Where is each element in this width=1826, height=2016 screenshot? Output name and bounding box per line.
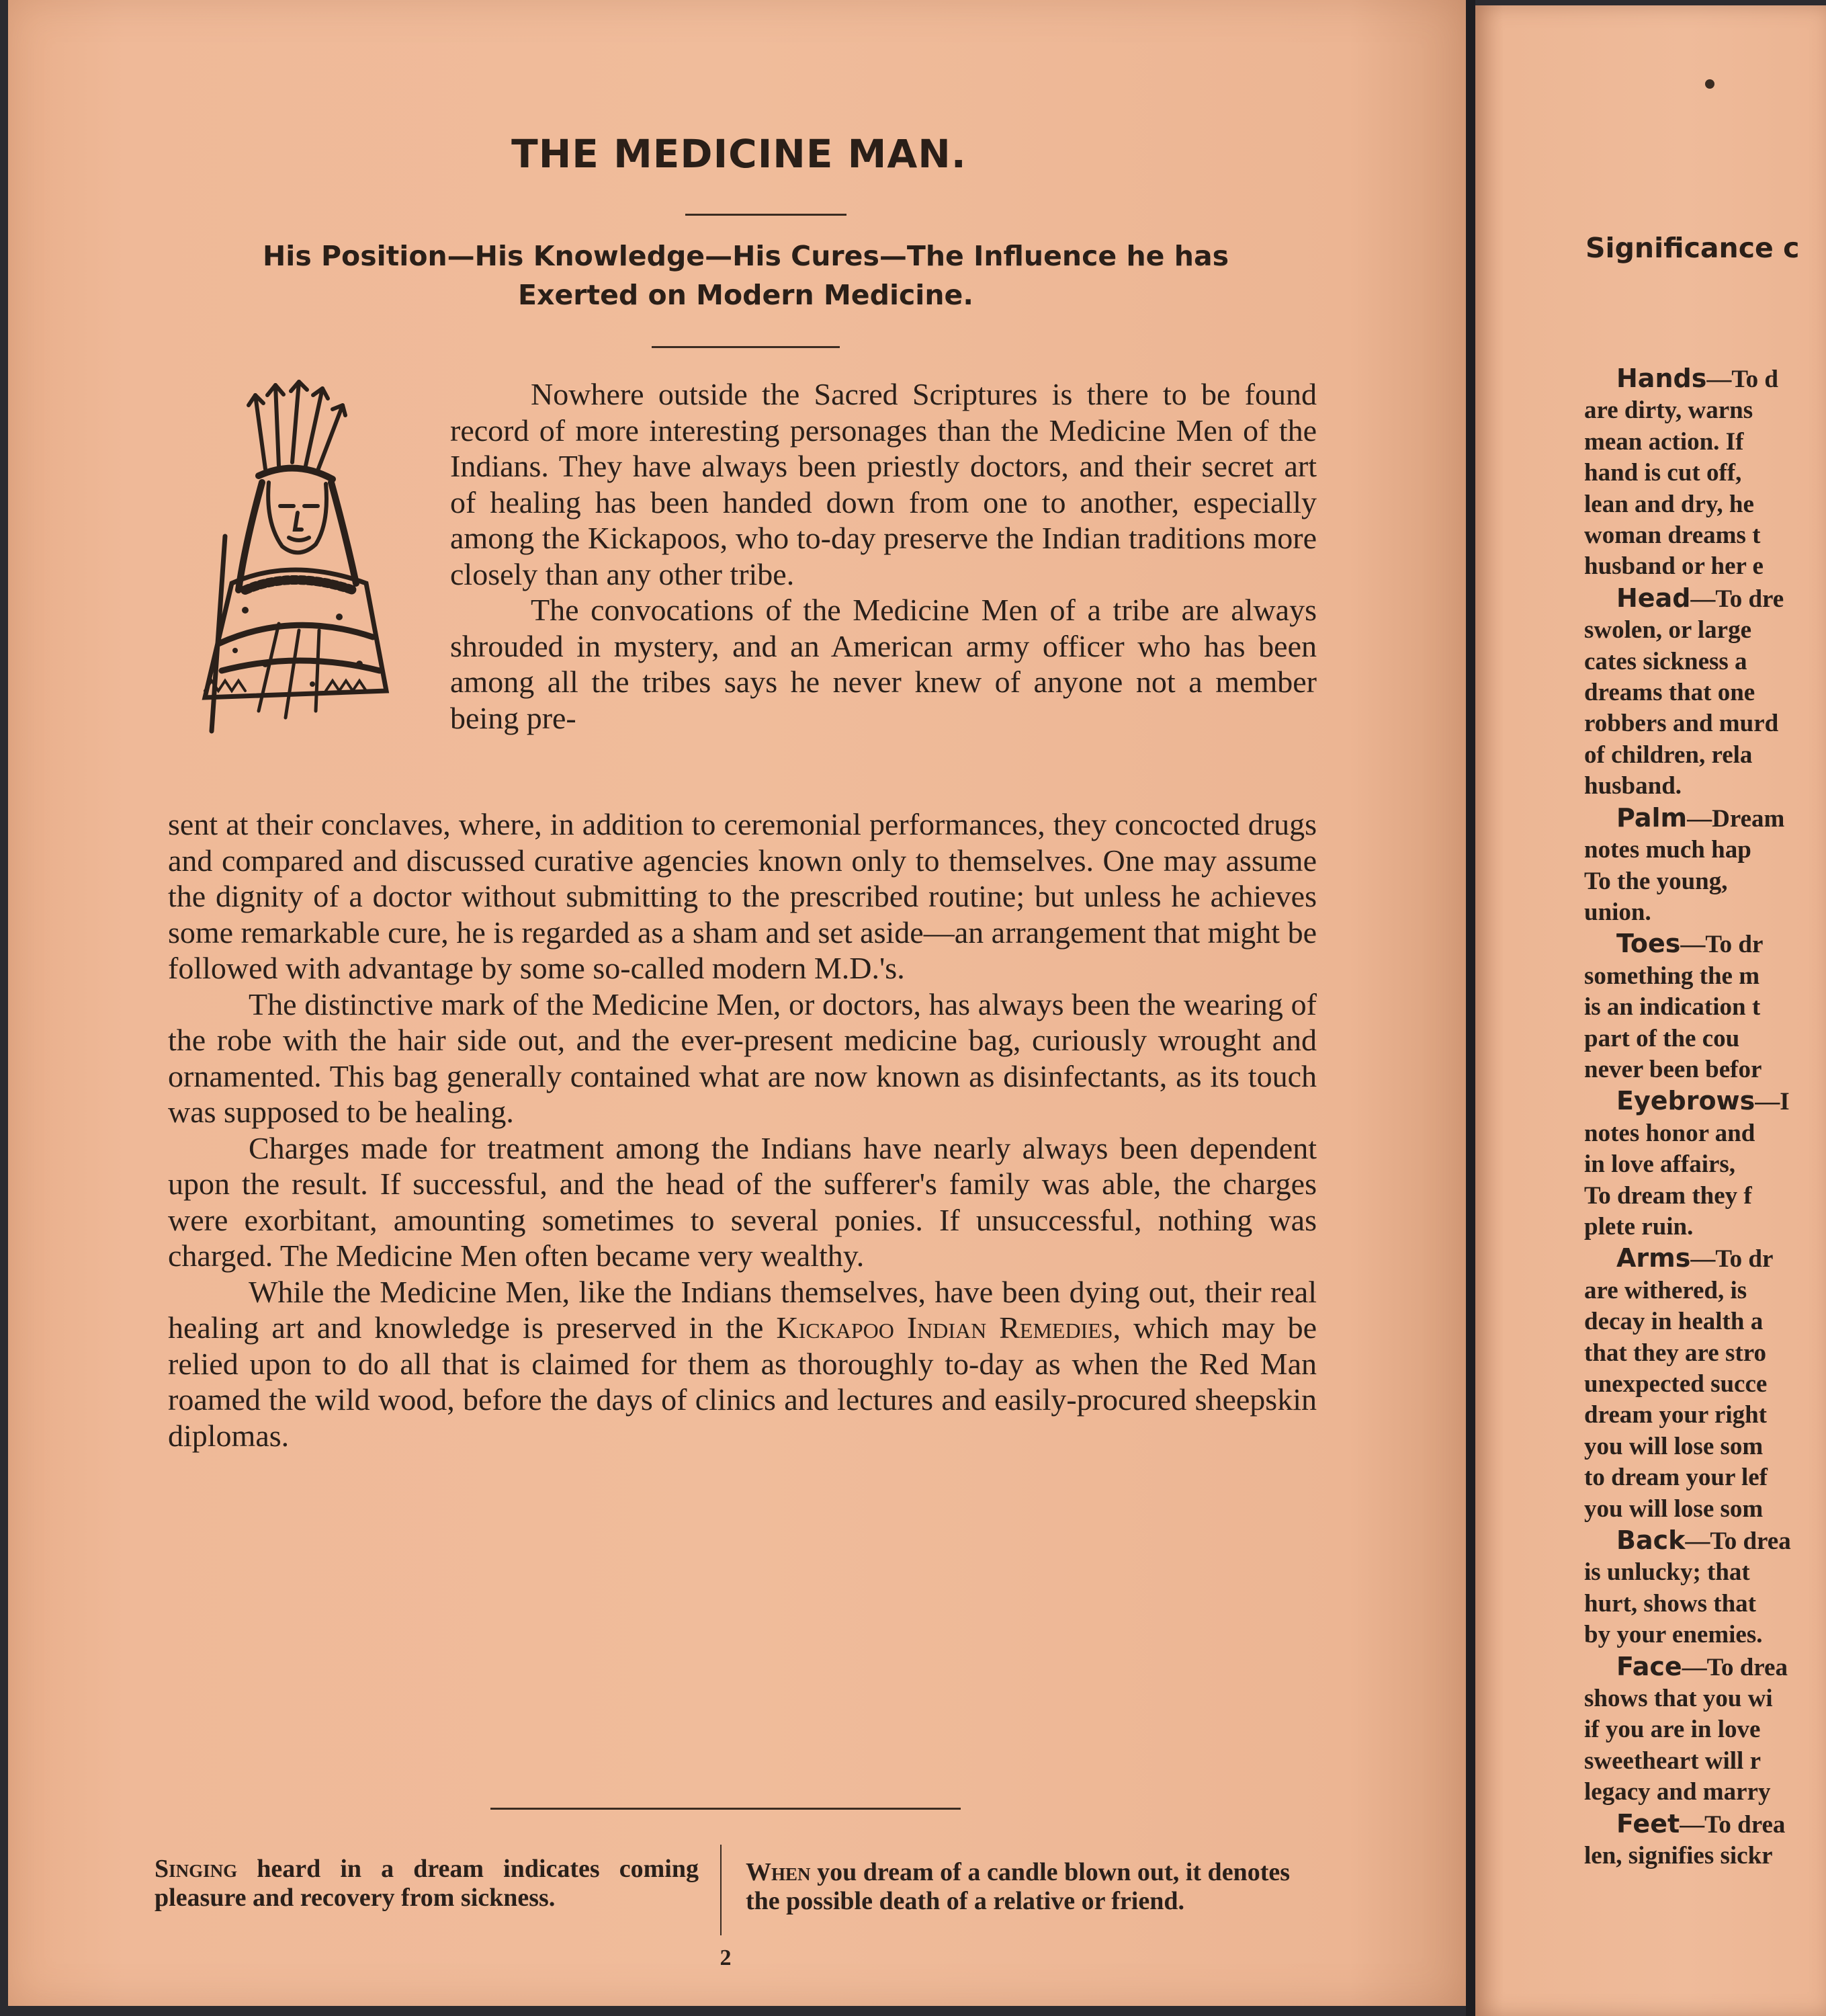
indian-chief-illustration [165,368,433,738]
entry-text: by your enemies. [1584,1621,1763,1649]
page-number: 2 [720,1945,732,1970]
main-text [168,806,1317,1454]
right-page-line [1584,1777,1826,1808]
paragraph-4: Charges made for treatment among the Indians have nearly always been dependent upon the result. If successful, and the head of the sufferer's family was able, the charges were exorbitant, amounting sometimes to several ponies. If unsuccessful, nothing was charged. The Medicine Men often became very wealthy. [168,1130,1317,1273]
entry-keyword: Back [1616,1525,1686,1556]
entry-text: To the young, [1584,867,1728,895]
right-page-line [1584,458,1826,489]
entry-text: —Dream [1687,804,1785,833]
entry-text: dreams that one [1584,679,1755,707]
entry-text: hand is cut off, [1584,459,1742,487]
entry-text: are dirty, warns [1584,396,1753,425]
entry-text: —To dre [1690,585,1784,613]
right-page-line [1584,1212,1826,1243]
entry-text: swolen, or large [1584,616,1752,644]
paragraph-5-start: While the Medicine Men, like the Indians themselves, have been dying out, their real healing art and knowledge is preserved in the [168,1274,1317,1345]
footnote-candle-lead: When [746,1858,811,1886]
footnote-divider [490,1808,961,1810]
entry-text: are withered, is [1584,1276,1747,1304]
entry-keyword: Toes [1616,929,1681,959]
entry-text: hurt, shows that [1584,1589,1756,1618]
right-page-line [1584,1494,1826,1525]
paragraph-1: Nowhere outside the Sacred Scriptures is there to be found record of more interesting personages than the Medicine Men of the Indians. They have always been priestly doctors, and their secret art of healing has been handed down from one to another, especially among the Kickapoos, who to-day preserve the Indian traditions more closely than any other tribe. [450,377,1317,591]
right-page-line [1584,1462,1826,1493]
entry-text: —To dr [1680,931,1764,959]
entry-text: —To drea [1685,1527,1791,1556]
right-page-line [1584,961,1826,992]
entry-text: that they are stro [1584,1339,1766,1367]
entry-text: is unlucky; that [1584,1558,1750,1587]
right-page-line [1584,1400,1826,1431]
entry-text: mean action. If [1584,427,1744,456]
entry-text: —I [1755,1088,1790,1116]
right-page-line [1584,1275,1826,1306]
entry-text: len, signifies sickr [1584,1842,1773,1870]
kickapoo-remedies: Kickapoo Indian Remedies [776,1310,1113,1345]
right-page-line [1584,1181,1826,1212]
right-page-line [1584,835,1826,866]
entry-text: of children, rela [1584,741,1753,769]
right-page-line [1584,1808,1826,1841]
right-page-line [1584,1023,1826,1054]
right-page-line [1584,677,1826,708]
entry-text: to dream your lef [1584,1464,1768,1492]
entry-text: —To dr [1690,1245,1774,1273]
right-page-body [1584,363,1826,1872]
right-page-line [1584,1714,1826,1745]
right-page-line [1584,992,1826,1023]
paragraph-5 [168,1274,1317,1454]
right-page-line [1584,1243,1826,1275]
right-page-line [1584,646,1826,677]
right-page-line [1584,740,1826,771]
entry-text: plete ruin. [1584,1212,1694,1241]
entry-keyword: Arms [1616,1243,1691,1273]
entry-text: husband. [1584,772,1682,800]
entry-text: you will lose som [1584,1495,1764,1523]
entry-text: To dream they f [1584,1181,1752,1210]
ink-speck [1705,79,1714,89]
right-page-line [1584,551,1826,582]
subtitle-line-2: Exerted on Modern Medicine. [518,279,973,311]
entry-text: unexpected succe [1584,1370,1768,1398]
entry-text: notes much hap [1584,836,1751,864]
entry-text: decay in health a [1584,1308,1764,1336]
right-page-line [1584,520,1826,551]
right-page-line [1584,1683,1826,1714]
subtitle [175,237,1317,314]
paragraph-3: The distinctive mark of the Medicine Men, or doctors, has always been the wearing of the robe with the hair side out, and the ever-present medicine bag, curiously wrought and ornamented. This bag generally contained what are now known as disinfectants, as its touch was supposed to be healing. [168,986,1317,1129]
right-page-heading: Significance c [1585,232,1800,264]
right-page-line [1584,1085,1826,1118]
entry-text: union. [1584,898,1651,926]
entry-keyword: Face [1616,1651,1682,1681]
paragraph-2-continued: sent at their conclaves, where, in addition to ceremonial performances, they concocted drugs and compared and discussed curative agencies known only to themselves. One may assume the dignity of a doctor without submitting to the prescribed routine; but unless he achieves some remarkable cure, he is regarded as a sham and set aside—an arrangement that might be followed with advantage by some so-called modern M.D.'s. [168,807,1317,985]
entry-keyword: Feet [1616,1808,1680,1839]
right-page-line [1584,1841,1826,1872]
entry-text: —To drea [1682,1653,1788,1681]
right-page-line [1584,802,1826,835]
entry-text: something the m [1584,962,1760,990]
entry-text: notes honor and [1584,1119,1755,1147]
entry-text: shows that you wi [1584,1685,1773,1713]
right-page-line [1584,1369,1826,1400]
right-page-line [1584,1306,1826,1337]
right-page-line [1584,897,1826,928]
right-page-line [1584,363,1826,395]
right-page-line [1584,708,1826,739]
entry-text: —To d [1706,366,1778,393]
right-page-line [1584,395,1826,426]
right-page-line [1584,615,1826,646]
footnote-candle-text: you dream of a candle blown out, it denotes the possible death of a relative or friend. [746,1858,1290,1915]
entry-text: if you are in love [1584,1716,1761,1744]
entry-text: robbers and murd [1584,710,1779,738]
right-page-line [1584,1431,1826,1462]
right-page-line [1584,866,1826,897]
right-page-line [1584,489,1826,520]
entry-text: you will lose som [1584,1432,1764,1460]
right-page-line [1584,1149,1826,1180]
entry-text: lean and dry, he [1584,490,1754,518]
page-title: THE MEDICINE MAN. [511,131,967,177]
right-page-line [1584,583,1826,615]
footnote-candle [746,1858,1290,1916]
entry-text: cates sickness a [1584,647,1747,675]
entry-keyword: Hands [1616,364,1707,393]
paragraph-2: The convocations of the Medicine Men of a tribe are always shrouded in mystery, and an American army officer who has been among all the tribes says he never knew of anyone not a member being pre- [450,593,1317,735]
right-page-line [1584,1651,1826,1683]
entry-text: sweetheart will r [1584,1747,1762,1775]
entry-keyword: Eyebrows [1616,1086,1755,1116]
book-gutter [1466,0,1475,2016]
footnote-separator [720,1845,722,1935]
right-page-line [1584,1746,1826,1777]
footnote-singing [155,1855,699,1913]
right-page-line [1584,1589,1826,1620]
intro-text [450,376,1317,736]
entry-text: woman dreams t [1584,521,1761,550]
right-page-line [1584,928,1826,960]
footnote-singing-text: heard in a dream indicates coming pleasure and recovery from sickness. [155,1855,699,1912]
footnote-singing-lead: Singing [155,1855,238,1883]
subtitle-line-1: His Position—His Knowledge—His Cures—The Influence he has [262,240,1229,272]
paragraph-5-end: , which may be relied upon to do all that is claimed for them as thoroughly to-day as when the Red Man roamed the wild wood, before the days of clinics and lectures and easily-procured sheepskin diplomas. [168,1310,1317,1453]
right-page-line [1584,1054,1826,1085]
entry-text: is an indication t [1584,993,1761,1021]
entry-text: legacy and marry [1584,1778,1771,1806]
title-divider [685,214,846,216]
right-page-line [1584,1118,1826,1149]
right-page-line [1584,1557,1826,1588]
right-page-line [1584,1525,1826,1557]
entry-text: —To drea [1680,1810,1786,1839]
right-page-line [1584,1338,1826,1369]
right-page-line [1584,1620,1826,1650]
right-page-line [1584,771,1826,802]
entry-text: never been befor [1584,1055,1762,1083]
entry-text: part of the cou [1584,1024,1740,1052]
subtitle-divider [652,346,840,348]
entry-text: in love affairs, [1584,1150,1736,1179]
right-page-line [1584,427,1826,458]
entry-keyword: Palm [1616,802,1688,833]
entry-text: husband or her e [1584,552,1764,581]
entry-keyword: Head [1616,583,1691,613]
entry-text: dream your right [1584,1401,1768,1429]
